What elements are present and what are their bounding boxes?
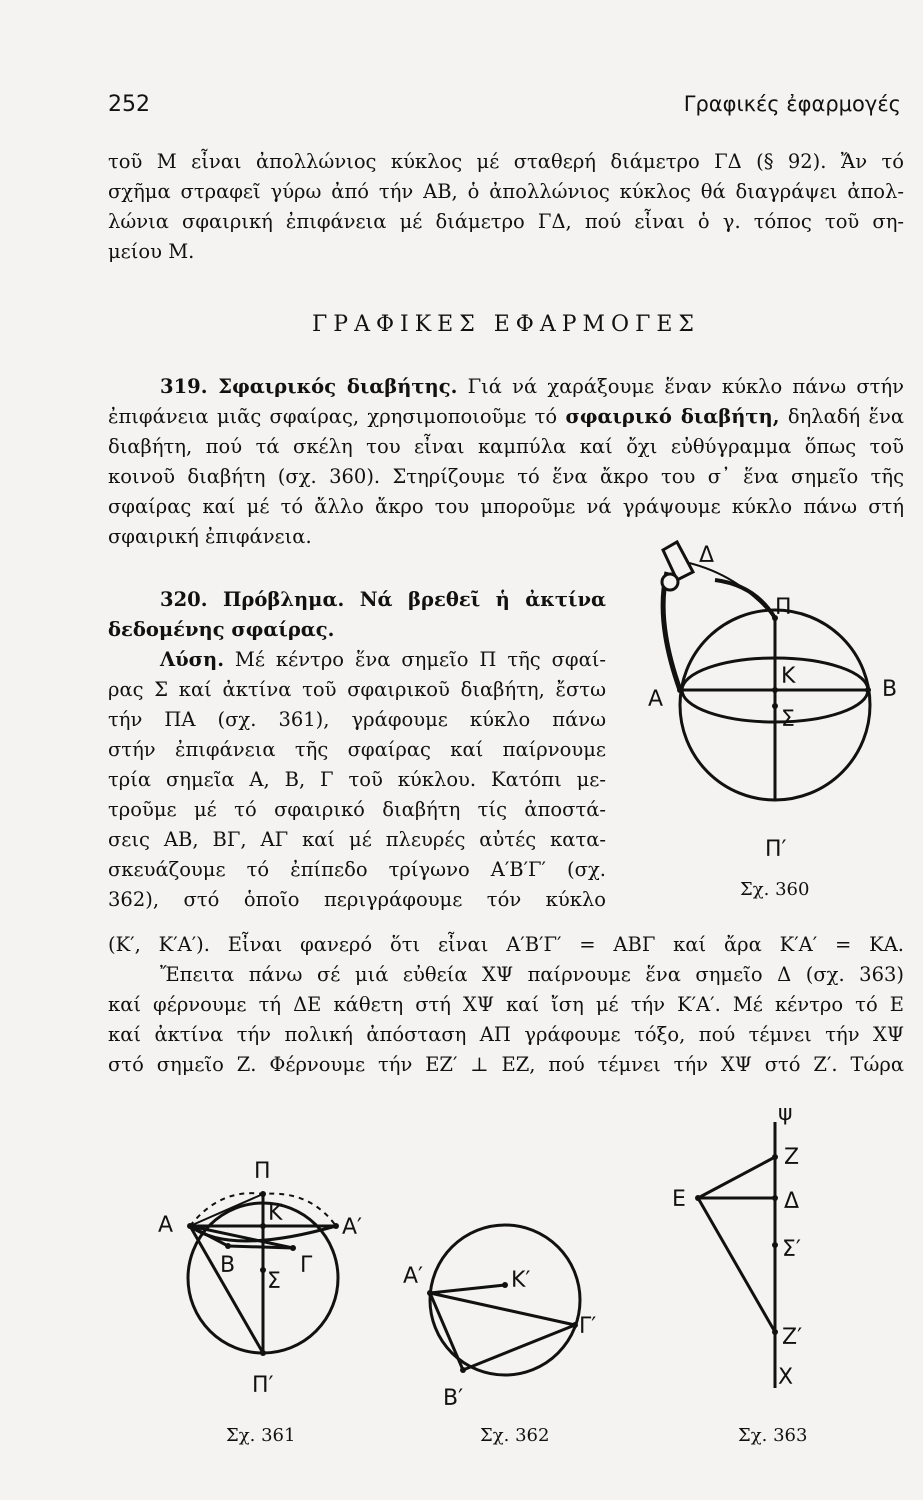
- label-pi-prime: Π′: [765, 837, 787, 862]
- text-line: Ἔπειτα πάνω σέ μιά εὐθεία ΧΨ παίρνουμε ἕνα σημεῖο Δ (σχ. 363): [160, 963, 904, 986]
- figure-363: [660, 1100, 840, 1400]
- label-zeta: Ζ: [784, 1145, 800, 1170]
- bold-term: σφαιρικό διαβήτη,: [565, 405, 780, 428]
- radius-k-a-prime: [430, 1285, 505, 1293]
- text-span: ἐπιφάνεια μιᾶς σφαίρας, χρησιμοποιοῦμε τό: [108, 405, 566, 428]
- text-line: τήν ΠΑ (σχ. 361), γράφουμε κύκλο πάνω: [108, 708, 606, 731]
- label-alpha-prime: Α′: [403, 1264, 424, 1289]
- label-alpha: Α: [648, 687, 664, 712]
- text-line: [108, 372, 904, 402]
- figure-361: [150, 1148, 380, 1408]
- point-zeta-prime: [772, 1329, 778, 1335]
- text-line: [108, 402, 904, 432]
- section-320-heading-cont: δεδομένης σφαίρας.: [108, 618, 335, 641]
- text-line: καί ἀκτίνα τήν πολική ἀπόσταση ΑΠ γράφουμε τόξο, πού τέμνει τήν ΧΨ: [108, 1023, 904, 1046]
- side-a-g-prime: [430, 1293, 575, 1325]
- point-delta: [772, 1195, 778, 1201]
- point-zeta: [772, 1154, 778, 1160]
- section-319-heading: 319. Σφαιρικός διαβήτης.: [160, 375, 458, 398]
- text-span: Γιά νά χαράξουμε ἕναν κύκλο πάνω στήν: [457, 375, 904, 398]
- segment-ez: [698, 1157, 775, 1198]
- point-k: [260, 1223, 266, 1229]
- point-a-prime: [333, 1223, 339, 1229]
- section-320-wide: [108, 930, 904, 1080]
- label-delta: Δ: [784, 1189, 800, 1214]
- text-span: δηλαδή ἕνα: [779, 405, 904, 428]
- label-sigma: Σ: [781, 707, 795, 732]
- section-319: [108, 372, 904, 552]
- label-sigma-prime: Σ′: [782, 1237, 801, 1262]
- side-b-g-prime: [463, 1325, 575, 1370]
- label-beta: Β: [882, 677, 898, 702]
- text-line: τρία σημεῖα Α, Β, Γ τοῦ κύκλου. Κατόπι με-: [108, 768, 606, 791]
- chord-ag: [190, 1226, 293, 1248]
- text-line: τοῦ M εἶναι ἀπολλώνιος κύκλος μέ σταθερή διάμετρο ΓΔ (§ 92). Ἄν τό: [108, 150, 904, 173]
- label-sigma: Σ: [267, 1269, 281, 1294]
- label-delta: Δ: [699, 543, 715, 568]
- chord-pa: [190, 1194, 263, 1226]
- section-320-narrow: [108, 585, 606, 915]
- text-line: καί φέρνουμε τή ΔΕ κάθετη στή ΧΨ καί ἴση μέ τήν Κ′Α′. Μέ κέντρο τό Ε: [108, 993, 904, 1016]
- label-alpha: Α: [158, 1213, 174, 1238]
- running-title: Γραφικές ἐφαρμογές: [683, 92, 901, 116]
- caption-360: Σχ. 360: [740, 879, 810, 900]
- label-pi-prime: Π′: [252, 1373, 274, 1398]
- text-line: σχῆμα στραφεῖ γύρω ἀπό τήν AB, ὁ ἀπολλώνιος κύκλος θά διαγράψει ἀπολ-: [108, 180, 904, 203]
- text-line: στό σημεῖο Ζ. Φέρνουμε τήν ΕΖ′ ⊥ ΕΖ, πού τέμνει τήν ΧΨ στό Ζ′. Τώρα: [108, 1053, 904, 1076]
- label-beta-prime: Β′: [443, 1386, 464, 1411]
- text-line: λώνια σφαιρική ἐπιφάνεια μέ διάμετρο ΓΔ, πού εἶναι ὁ γ. τόπος τοῦ ση-: [108, 210, 904, 233]
- point-b-prime: [460, 1367, 466, 1373]
- point-b: [865, 687, 871, 693]
- text-line: μείου M.: [108, 240, 195, 263]
- point-sigma: [260, 1267, 266, 1273]
- label-pi: Π: [775, 595, 792, 620]
- text-line: διαβήτη, πού τά σκέλη του εἶναι καμπύλα καί ὄχι εὐθύγραμμα ὅπως τοῦ: [108, 435, 904, 458]
- text-line: στήν ἐπιφάνεια τῆς σφαίρας καί παίρνουμε: [108, 738, 606, 761]
- point-a: [187, 1223, 193, 1229]
- text-line: 362), στό ὁποῖο περιγράφουμε τόν κύκλο: [108, 888, 606, 911]
- compass-pivot: [662, 574, 678, 590]
- point-pi-prime: [260, 1350, 266, 1356]
- page-number: 252: [108, 92, 150, 117]
- point-sigma-prime: [772, 1242, 778, 1248]
- caption-361: Σχ. 361: [226, 1425, 296, 1446]
- label-zeta-prime: Ζ′: [782, 1325, 803, 1350]
- point-sigma: [772, 703, 778, 709]
- label-alpha-prime: Α′: [342, 1215, 363, 1240]
- text-line: σεις ΑΒ, ΒΓ, ΑΓ καί μέ πλευρές αὐτές κατα-: [108, 828, 606, 851]
- point-gamma: [290, 1245, 296, 1251]
- caption-362: Σχ. 362: [480, 1425, 550, 1446]
- point-pi: [260, 1191, 266, 1197]
- point-k-prime: [502, 1282, 508, 1288]
- label-gamma-prime: Γ′: [579, 1314, 597, 1339]
- text-line: [108, 645, 606, 675]
- label-beta: Β: [220, 1253, 236, 1278]
- text-line: τροῦμε μέ τό σφαιρικό διαβήτη τίς ἀποστά-: [108, 798, 606, 821]
- chord-bg: [228, 1246, 293, 1248]
- section-320-heading: 320. Πρόβλημα. Νά βρεθεῖ ἡ ἀκτίνα: [160, 588, 606, 611]
- point-k: [772, 687, 778, 693]
- label-gamma: Γ: [300, 1253, 313, 1278]
- label-chi: Χ: [778, 1365, 794, 1390]
- compass-leg-inner: [715, 580, 775, 618]
- text-line: σφαιρική ἐπιφάνεια.: [108, 525, 312, 548]
- point-a-prime: [427, 1290, 433, 1296]
- text-line: σκευάζουμε τό ἐπίπεδο τρίγωνο Α′Β′Γ′ (σχ.: [108, 858, 606, 881]
- section-title: ΓΡΑΦΙΚΕΣ ΕΦΑΡΜΟΓΕΣ: [312, 312, 700, 337]
- label-kappa: Κ: [781, 664, 796, 689]
- segment-ez-prime: [698, 1198, 775, 1332]
- label-psi: ψ: [778, 1101, 793, 1126]
- label-kappa-prime: Κ′: [511, 1268, 531, 1293]
- page-header: [108, 92, 901, 122]
- side-a-b-prime: [430, 1293, 463, 1370]
- text-line: κοινοῦ διαβήτη (σχ. 360). Στηρίζουμε τό ἕνα ἄκρο του σ᾽ ἕνα σημεῖο τῆς: [108, 465, 904, 488]
- label-epsilon: Ε: [672, 1187, 686, 1212]
- text-line: ρας Σ καί ἀκτίνα τοῦ σφαιρικοῦ διαβήτη, ἔστω: [108, 678, 606, 701]
- text-line: σφαίρας καί μέ τό ἄλλο ἄκρο του μποροῦμε νά γράψουμε κύκλο πάνω στή: [108, 495, 904, 518]
- label-pi: Π: [254, 1159, 271, 1184]
- point-b: [225, 1243, 231, 1249]
- figure-360: [615, 530, 915, 880]
- solution-label: Λύση.: [160, 648, 225, 671]
- intro-paragraph: [108, 147, 904, 267]
- figure-362: [395, 1215, 615, 1415]
- point-epsilon: [695, 1195, 701, 1201]
- point-g-prime: [572, 1322, 578, 1328]
- point-a: [677, 687, 683, 693]
- text-line: (Κ′, Κ′Α′). Εἶναι φανερό ὅτι εἶναι Α′Β′Γ′ = ΑΒΓ καί ἄρα Κ′Α′ = ΚΑ.: [108, 933, 904, 956]
- caption-363: Σχ. 363: [738, 1425, 808, 1446]
- label-kappa: Κ: [268, 1201, 283, 1226]
- text-span: Μέ κέντρο ἕνα σημεῖο Π τῆς σφαί-: [224, 648, 606, 671]
